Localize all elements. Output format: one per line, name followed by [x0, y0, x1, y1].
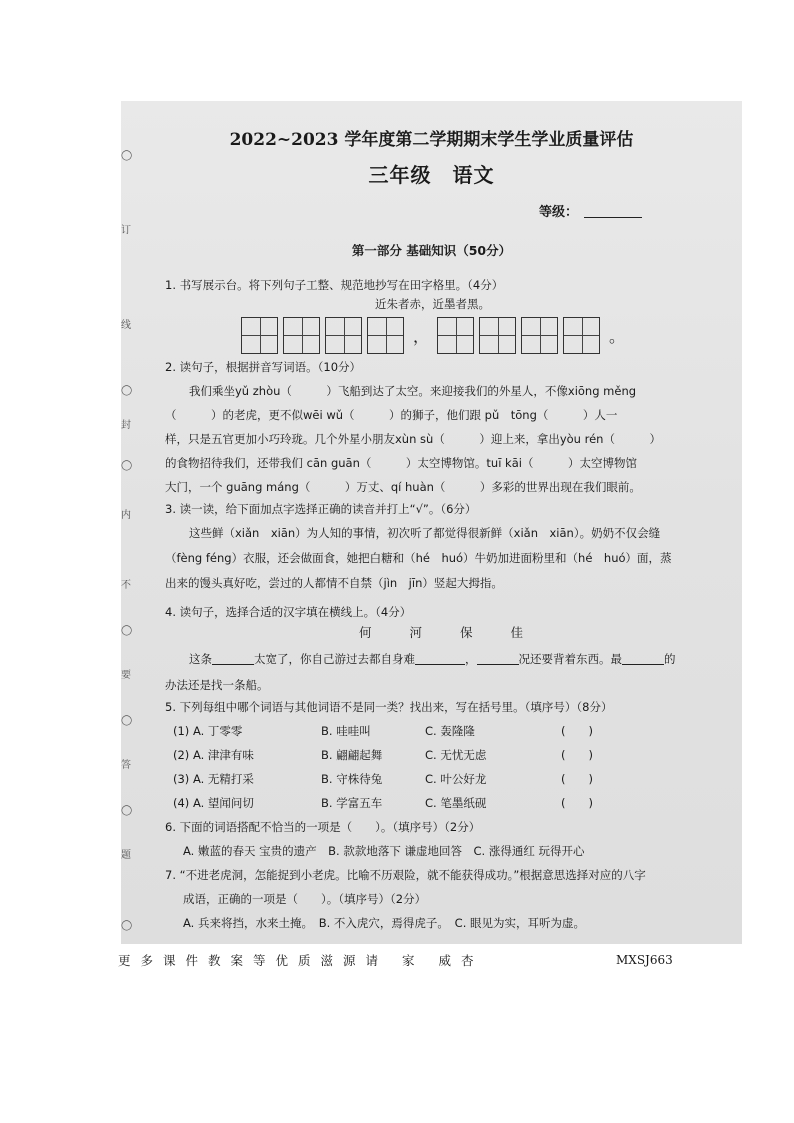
q3-prompt: 3. 读一读，给下面加点字选择正确的读音并打上“√”。（6分） [165, 502, 477, 516]
q1-sample-sentence: 近朱者赤，近墨者黑。 [375, 297, 490, 311]
grid-period: 。 [609, 326, 626, 346]
footer-code: MXSJ663 [616, 953, 673, 967]
section-title: 第一部分 基础知识（50分） [351, 243, 512, 258]
margin-circle: ◯ [121, 625, 133, 636]
q2-line: 样，只是五官更加小巧玲珑。几个外星小朋友xùn sù（ ）迎上来，拿出yòu rén（ ） [165, 432, 661, 446]
margin-char: 不 [121, 580, 131, 591]
q4-line: 办法还是找一条船。 [165, 678, 269, 692]
exam-subtitle: 三年级 语文 [368, 163, 495, 187]
margin-circle: ◯ [121, 920, 133, 931]
margin-circle: ◯ [121, 150, 133, 161]
margin-circle: ◯ [121, 715, 133, 726]
tianzige-cell[interactable] [325, 317, 362, 354]
q4-option: 佳 [510, 625, 524, 640]
tianzige-cell[interactable] [367, 317, 404, 354]
q4-line: 这条 太宽了，你自己游过去都自身难 ， 况还要背着东西。最 的 [189, 652, 676, 666]
margin-char: 要 [121, 670, 131, 681]
q4-option: 河 [409, 625, 423, 640]
q2-line: （ ）的老虎，更不似wēi wǔ（ ）的狮子，他们跟 pǔ tōng（ ）人一 [165, 408, 618, 422]
tianzige-cell[interactable] [283, 317, 320, 354]
q5-answer-box[interactable]: ( ) [561, 748, 593, 762]
tianzige-cell[interactable] [241, 317, 278, 354]
q6-prompt: 6. 下面的词语搭配不恰当的一项是（ ）。（填序号）（2分） [165, 820, 481, 834]
q7-options: A. 兵来将挡，水来土掩。 B. 不入虎穴，焉得虎子。 C. 眼见为实，耳听为虚。 [183, 916, 586, 930]
grade-label: 等级： [539, 205, 579, 220]
footer-text: 更多课件教案等优质滋源请 家 威杏 [118, 953, 484, 968]
margin-char: 线 [121, 320, 131, 331]
tianzige-cell[interactable] [479, 317, 516, 354]
q4-blank[interactable] [477, 652, 519, 665]
q6-options: A. 嫩蓝的春天 宝贵的遗产 B. 款款地落下 谦虚地回答 C. 涨得通红 玩得开心 [183, 844, 585, 858]
margin-char: 封 [121, 420, 131, 431]
q5-answer-box[interactable]: ( ) [561, 772, 593, 786]
margin-circle: ◯ [121, 385, 133, 396]
q5-answer-box[interactable]: ( ) [561, 724, 593, 738]
q2-prompt: 2. 读句子，根据拼音写词语。（10分） [165, 360, 362, 374]
scanned-exam-photo: ◯ 订 线 ◯ 封 ◯ 内 不 ◯ 要 ◯ 答 ◯ 题 ◯ 2022~2023 学年度第二学期期末学生学业质量评估 三年级 语文 等级： 第一部分 基础知识（50分） 1. 书写展示台。将下列句子工整、规范地抄写在田字格里。（4分） 近朱者赤，近墨者黑。 ， 。 2. 读句子，根据拼音写词语。（10分） 我们乘坐yǔ zhòu（ ）飞船到达了太空。来迎接我们的外星人，不像xiōng měng （ ）的老虎，更不似wēi wǔ（ ）的狮子，他们跟 pǔ tōng（ ）人一 样，只是五官更加小巧玲珑。几个外星小朋友xùn sù（ ）迎上来，拿出yòu rén（ ） 的食物招待我们，还带我们 cān guān（ ）太空博物馆。tuī kāi（ ）太空博物馆 大门，一个 guāng máng（ ）万丈、qí huàn（ ）多彩的世界出现在我们眼前。 3. 读一读，给下面加点字选择正确的读音并打上“√”。（6分） 这些鲜（xiǎn xiān）为人知的事情，初次听了都觉得很新鲜（xiǎn xiān）。奶奶不仅会缝 （fèng féng）衣服，还会做面食，她把白糖和（hé huó）牛奶加进面粉里和（hé huó）面，蒸 出来的馒头真好吃，尝过的人都情不自禁（jìn jīn）竖起大拇指。 4. 读句子，选择合适的汉字填在横线上。（4分） 何 河 保 佳 这条 太宽了，你自己游过去都自身难 ， 况还要背着东西。最 的 办法还是找一条船。 5. 下列每组中哪个词语与其他词语不是同一类？找出来，写在括号里。（填序号）（8分） (1) A. 丁零零 B. 哇哇叫 C. 轰隆隆 ( ) (2) A. 津津有味 B. 翩翩起舞 C. 无忧无虑 ( ) (3) A. 无精打采 B. 守株待兔 C. 叶公好龙 ( ) (4) A. 望闻问切 B. 学富五车 C. 笔墨纸砚 ( ) 6. 下面的词语搭配不恰当的一项是（ ）。（填序号）（2分） A. 嫩蓝的春天 宝贵的遗产 B. 款款地落下 谦虚地回答 C. 涨得通红 玩得开心 7. “不进老虎洞，怎能捉到小老虎。比喻不历艰险，就不能获得成功。”根据意思选择对应的八字 成语，正确的一项是（ ）。（填序号）（2分） A. 兵来将挡，水来土掩。 B. 不入虎穴，焉得虎子。 C. 眼见为实，耳听为虚。 [121, 101, 742, 944]
tianzige-cell[interactable] [437, 317, 474, 354]
q5-prompt: 5. 下列每组中哪个词语与其他词语不是同一类？找出来，写在括号里。（填序号）（8分） [165, 700, 613, 714]
q2-line: 大门，一个 guāng máng（ ）万丈、qí huàn（ ）多彩的世界出现在我们眼前。 [165, 480, 641, 494]
q4-blank[interactable] [212, 652, 254, 665]
margin-char: 订 [121, 225, 131, 236]
q1-prompt: 1. 书写展示台。将下列句子工整、规范地抄写在田字格里。（4分） [165, 278, 504, 292]
q4-option: 保 [460, 625, 473, 640]
q4-prompt: 4. 读句子，选择合适的汉字填在横线上。（4分） [165, 605, 412, 619]
q4-option: 何 [359, 625, 372, 640]
q4-options [359, 623, 557, 641]
q4-blank[interactable] [415, 652, 465, 665]
q4-blank[interactable] [622, 652, 664, 665]
margin-circle: ◯ [121, 460, 133, 471]
q7-prompt: 7. “不进老虎洞，怎能捉到小老虎。比喻不历艰险，就不能获得成功。”根据意思选择对应的八字 [165, 868, 646, 882]
grade-field [539, 201, 642, 220]
margin-char: 题 [121, 850, 131, 861]
q3-line: 这些鲜（xiǎn xiān）为人知的事情，初次听了都觉得很新鲜（xiǎn xiān）。奶奶不仅会缝 [189, 526, 661, 540]
margin-char: 内 [121, 510, 131, 521]
margin-circle: ◯ [121, 805, 133, 816]
q2-line: 的食物招待我们，还带我们 cān guān（ ）太空博物馆。tuī kāi（ ）太空博物馆 [165, 456, 637, 470]
exam-title: 2022~2023 学年度第二学期期末学生学业质量评估 [229, 130, 634, 150]
q7-prompt-cont: 成语，正确的一项是（ ）。（填序号）（2分） [183, 892, 427, 906]
tianzige-cell[interactable] [521, 317, 558, 354]
grade-blank[interactable] [584, 217, 642, 218]
q3-line: （fèng féng）衣服，还会做面食，她把白糖和（hé huó）牛奶加进面粉里和（hé huó）面，蒸 [165, 551, 672, 565]
grid-comma: ， [413, 326, 430, 346]
q5-answer-box[interactable]: ( ) [561, 796, 593, 810]
q2-line: 我们乘坐yǔ zhòu（ ）飞船到达了太空。来迎接我们的外星人，不像xiōng měng [189, 384, 637, 398]
margin-char: 答 [121, 760, 131, 771]
q3-line: 出来的馒头真好吃，尝过的人都情不自禁（jìn jīn）竖起大拇指。 [165, 576, 503, 590]
q1-writing-grid[interactable] [241, 314, 633, 356]
tianzige-cell[interactable] [563, 317, 600, 354]
